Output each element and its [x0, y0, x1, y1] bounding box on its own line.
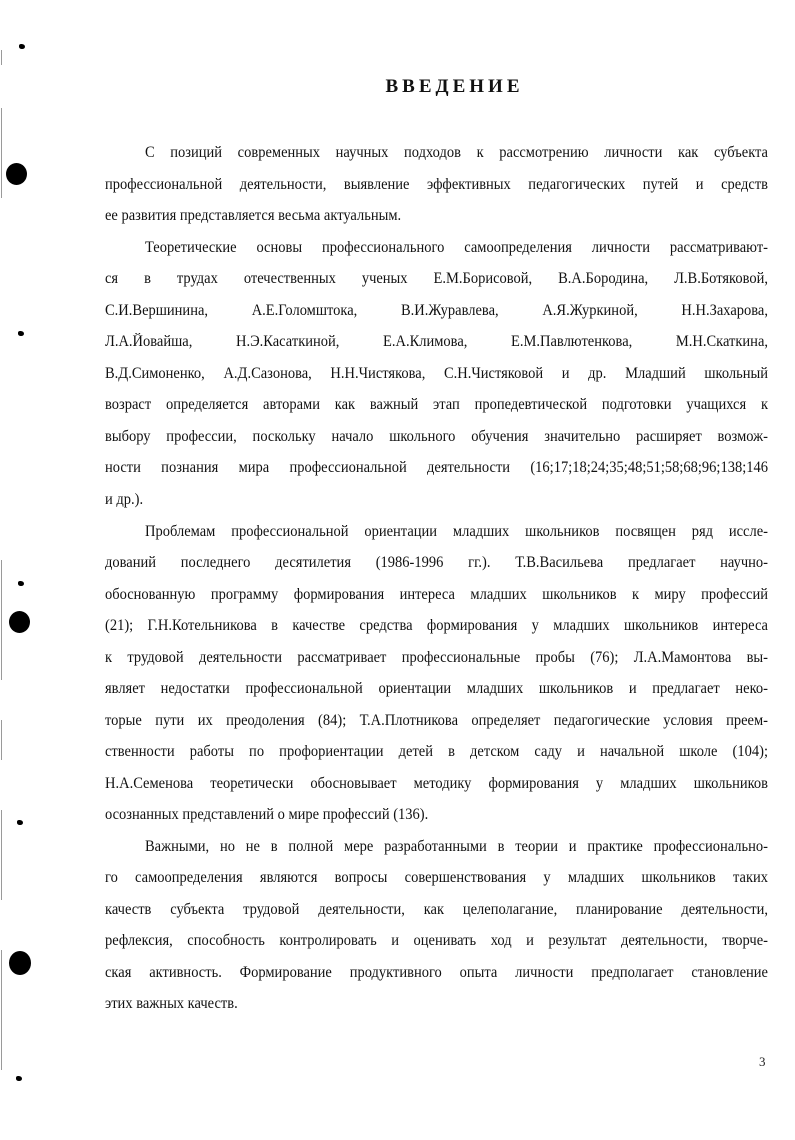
text-line: Н.А.Семенова теоретически обосновывает методику формирования у младших школьников [105, 775, 768, 792]
binding-hole-mark [16, 1076, 22, 1081]
scan-edge-line [1, 720, 2, 760]
scan-edge-line [1, 50, 2, 65]
text-line: являет недостатки профессиональной ориентации младших школьников и предлагает неко- [105, 680, 768, 697]
text-line: ся в трудах отечественных ученых Е.М.Борисовой, В.А.Бородина, Л.В.Ботяковой, [105, 270, 768, 287]
text-line: Теоретические основы профессионального самоопределения личности рассматривают- [145, 239, 768, 256]
text-line: (21); Г.Н.Котельникова в качестве средства формирования у младших школьников интереса [105, 617, 768, 634]
binding-hole-mark [19, 44, 25, 49]
text-line: и др.). [105, 491, 144, 508]
binding-hole-mark [18, 581, 24, 586]
text-line: выбору профессии, поскольку начало школьного обучения значительно расширяет возмож- [105, 428, 768, 445]
text-line: Важными, но не в полной мере разработанными в теории и практике профессионально- [145, 838, 768, 855]
binding-hole-dot [9, 611, 30, 633]
text-line: качеств субъекта трудовой деятельности, как целеполагание, планирование деятельности, [105, 901, 768, 918]
text-line: С позиций современных научных подходов к рассмотрению личности как субъекта [145, 144, 768, 161]
text-line: профессиональной деятельности, выявление эффективных педагогических путей и средств [105, 176, 768, 193]
page-number: 3 [759, 1054, 766, 1069]
text-line: ности познания мира профессиональной деятельности (16;17;18;24;35;48;51;58;68;96;138;146 [105, 459, 768, 476]
page-title: ВВЕДЕНИЕ [385, 76, 524, 97]
text-line: В.Д.Симоненко, А.Д.Сазонова, Н.Н.Чистякова, С.Н.Чистяковой и др. Младший школьный [105, 365, 768, 382]
scan-edge-line [1, 560, 2, 680]
scan-edge-line [1, 108, 2, 198]
text-line: Проблемам профессиональной ориентации младших школьников посвящен ряд иссле- [145, 523, 768, 540]
text-line: ее развития представляется весьма актуальным. [105, 207, 402, 224]
binding-hole-mark [17, 820, 23, 825]
text-line: го самоопределения являются вопросы совершенствования у младших школьников таких [105, 869, 768, 886]
text-line: ская активность. Формирование продуктивного опыта личности предполагает становление [105, 964, 768, 981]
text-line: С.И.Вершинина, А.Е.Голомштока, В.И.Журавлева, А.Я.Журкиной, Н.Н.Захарова, [105, 302, 768, 319]
scan-edge-line [1, 810, 2, 900]
binding-hole-dot [6, 163, 27, 185]
text-line: обоснованную программу формирования интереса младших школьников к миру профессий [105, 586, 768, 603]
text-line: дований последнего десятилетия (1986-1996 гг.). Т.В.Васильева предлагает научно- [105, 554, 768, 571]
text-line: ственности работы по профориентации детей в детском саду и начальной школе (104); [105, 743, 768, 760]
text-line: этих важных качеств. [105, 995, 238, 1012]
scan-edge-line [1, 950, 2, 1070]
text-line: торые пути их преодоления (84); Т.А.Плотникова определяет педагогические условия преем- [105, 712, 768, 729]
text-line: возраст определяется авторами как важный этап пропедевтической подготовки учащихся к [105, 396, 768, 413]
binding-hole-mark [18, 331, 24, 336]
text-line: осознанных представлений о мире профессий (136). [105, 806, 429, 823]
text-line: Л.А.Йовайша, Н.Э.Касаткиной, Е.А.Климова, Е.М.Павлютенкова, М.Н.Скаткина, [105, 333, 768, 350]
text-line: к трудовой деятельности рассматривает профессиональные пробы (76); Л.А.Мамонтова вы- [105, 649, 768, 666]
text-line: рефлексия, способность контролировать и оценивать ход и результат деятельности, творче- [105, 932, 768, 949]
binding-hole-dot [9, 951, 31, 975]
